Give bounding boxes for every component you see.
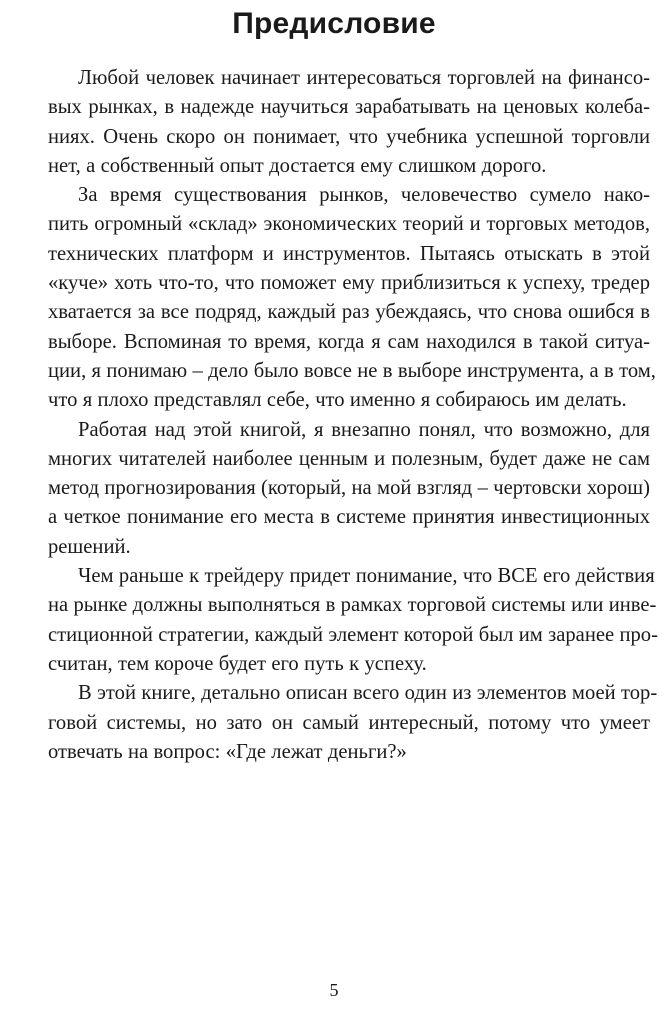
paragraph-line: что я плохо представлял себе, что именно я собираюсь им делать. [48,389,627,412]
paragraph-line: выборе. Вспоминая то время, когда я сам находился в такой ситуа- [48,330,650,353]
paragraph-line: «куче» хоть что-то, что поможет ему приблизиться к успеху, трeдер [48,272,650,295]
page-title: Предисловие [232,7,436,40]
paragraph-line: технических платформ и инструментов. Пытаясь отыскать в этой [48,242,650,265]
paragraph-line: За время существования рынков, человечество сумело нако- [78,184,650,207]
paragraph-line: стиционной стратегии, каждый элемент которой был им заранее про- [48,623,658,646]
paragraph-line: метод прогнозирования (который, на мой взгляд – чертовски хорош) [48,477,651,500]
paragraph-line: пить огромный «склад» экономических теорий и торговых методов, [48,213,650,236]
paragraph-line: решений. [48,535,131,558]
paragraph-4 [18,562,658,679]
paragraph-line: хватается за все подряд, каждый раз убеждаясь, что снова ошибся в [48,301,650,324]
paragraph-line: вых рынках, в надежде научиться зарабатывать на ценовых колеба- [48,96,650,119]
paragraph-line: многих читателей наиболее ценным и полезным, будет даже не сам [48,447,650,470]
paragraph-1 [18,64,650,181]
paragraph-line: считан, тем короче будет его путь к успеху. [48,652,427,675]
page-number: 5 [329,980,339,1000]
paragraph-line: Любой человек начинает интересоваться торговлей на финансо- [78,67,650,89]
paragraph-line: В этой книге, детально описан всего один из элементов моей тор- [78,682,658,705]
paragraph-5 [18,679,658,767]
paragraph-line: ниях. Очень скоро он понимает, что учебника успешной торговли [48,125,650,148]
paragraph-3 [18,416,650,562]
paragraph-line: ции, я понимаю – дело было вовсе не в выборе инструмента, а в том, [48,359,656,382]
paragraph-2 [18,181,656,415]
paragraph-line: Чем раньше к трейдеру придет понимание, что ВСЕ его действия [78,565,655,588]
paragraph-line: нет, а собственный опыт достается ему слишком дорого. [48,154,547,177]
paragraph-line: на рынке должны выполняться в рамках торговой системы или инве- [48,594,657,617]
paragraph-line: Работая над этой книгой, я внезапно понял, что возможно, для [78,418,650,441]
paragraph-line: отвечать на вопрос: «Где лежат деньги?» [48,740,407,763]
paragraph-line: а четкое понимание его места в системе принятия инвестиционных [48,506,650,529]
preface-body [18,64,658,767]
paragraph-line: говой системы, но зато он самый интересный, потому что умеет [48,711,650,734]
